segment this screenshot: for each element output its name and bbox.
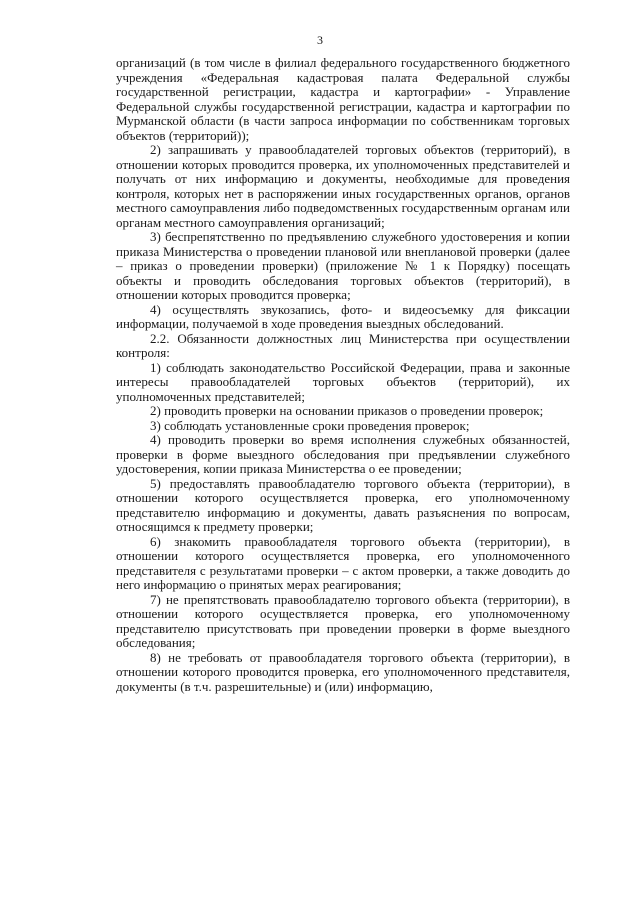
paragraph: 2.2. Обязанности должностных лиц Министерства при осуществлении контроля: <box>116 330 570 360</box>
paragraph: 1) соблюдать законодательство Российской Федерации, права и законные интересы правообладателей торговых объектов (территорий), их уполномоченных представителей; <box>116 359 570 404</box>
paragraph: 3) соблюдать установленные сроки проведения проверок; <box>150 417 470 433</box>
page-number: 3 <box>317 33 323 47</box>
document-body <box>116 56 570 694</box>
paragraph: 6) знакомить правообладателя торгового объекта (территории), в отношении которого осуществляется проверка, его уполномоченного представителя с результатами проверки – с актом проверки, а также доводить до него информацию о принятых мерах реагирования; <box>116 533 570 592</box>
paragraph: 2) проводить проверки на основании приказов о проведении проверок; <box>150 403 544 418</box>
paragraph: 4) проводить проверки во время исполнения служебных обязанностей, проверки в форме выездного обследования при предъявлении служебного удостоверения, копии приказа Министерства о ее проведении; <box>116 432 570 476</box>
paragraph: организаций (в том числе в филиал федерального государственного бюджетного учреждения «Федеральная кадастровая палата Федеральной службы государственной регистрации, кадастра и картографии» - Управление Федеральной службы государственной регистрации, кадастра и картографии по Мурманской области (в части запроса информации по собственникам торговых объектов (территорий)); <box>116 55 570 143</box>
paragraph: 7) не препятствовать правообладателю торгового объекта (территории), в отношении которого осуществляется проверка, его уполномоченному представителю присутствовать при проведении проверки в форме выездного обследования; <box>116 591 570 650</box>
paragraph: 4) осуществлять звукозапись, фото- и видеосъемку для фиксации информации, получаемой в ходе проведения выездных обследований. <box>116 301 570 331</box>
paragraph: 3) беспрепятственно по предъявлению служебного удостоверения и копии приказа Министерства о проведении плановой или внеплановой проверки (далее – приказ о проведении проверки) (приложение № 1 к Порядку) посещать объекты и проводить обследования торговых объектов (территорий), в отношении которых проводится проверка; <box>116 229 570 302</box>
paragraph: 8) не требовать от правообладателя торгового объекта (территории), в отношении которого проводится проверка, его уполномоченного представителя, документы (в т.ч. разрешительные) и (или) информацию, <box>116 649 570 694</box>
paragraph: 2) запрашивать у правообладателей торговых объектов (территорий), в отношении которых проводится проверка, их уполномоченных представителей и получать от них информацию и документы, необходимые для проведения контроля, которых нет в распоряжении иных государственных органов, органов местного самоуправления либо подведомственных государственным органам или органам местного самоуправления организаций; <box>116 142 570 230</box>
paragraph: 5) предоставлять правообладателю торгового объекта (территории), в отношении которого осуществляется проверка, его уполномоченному представителю информацию и документы, давать разъяснения по вопросам, относящимся к предмету проверки; <box>116 475 570 534</box>
